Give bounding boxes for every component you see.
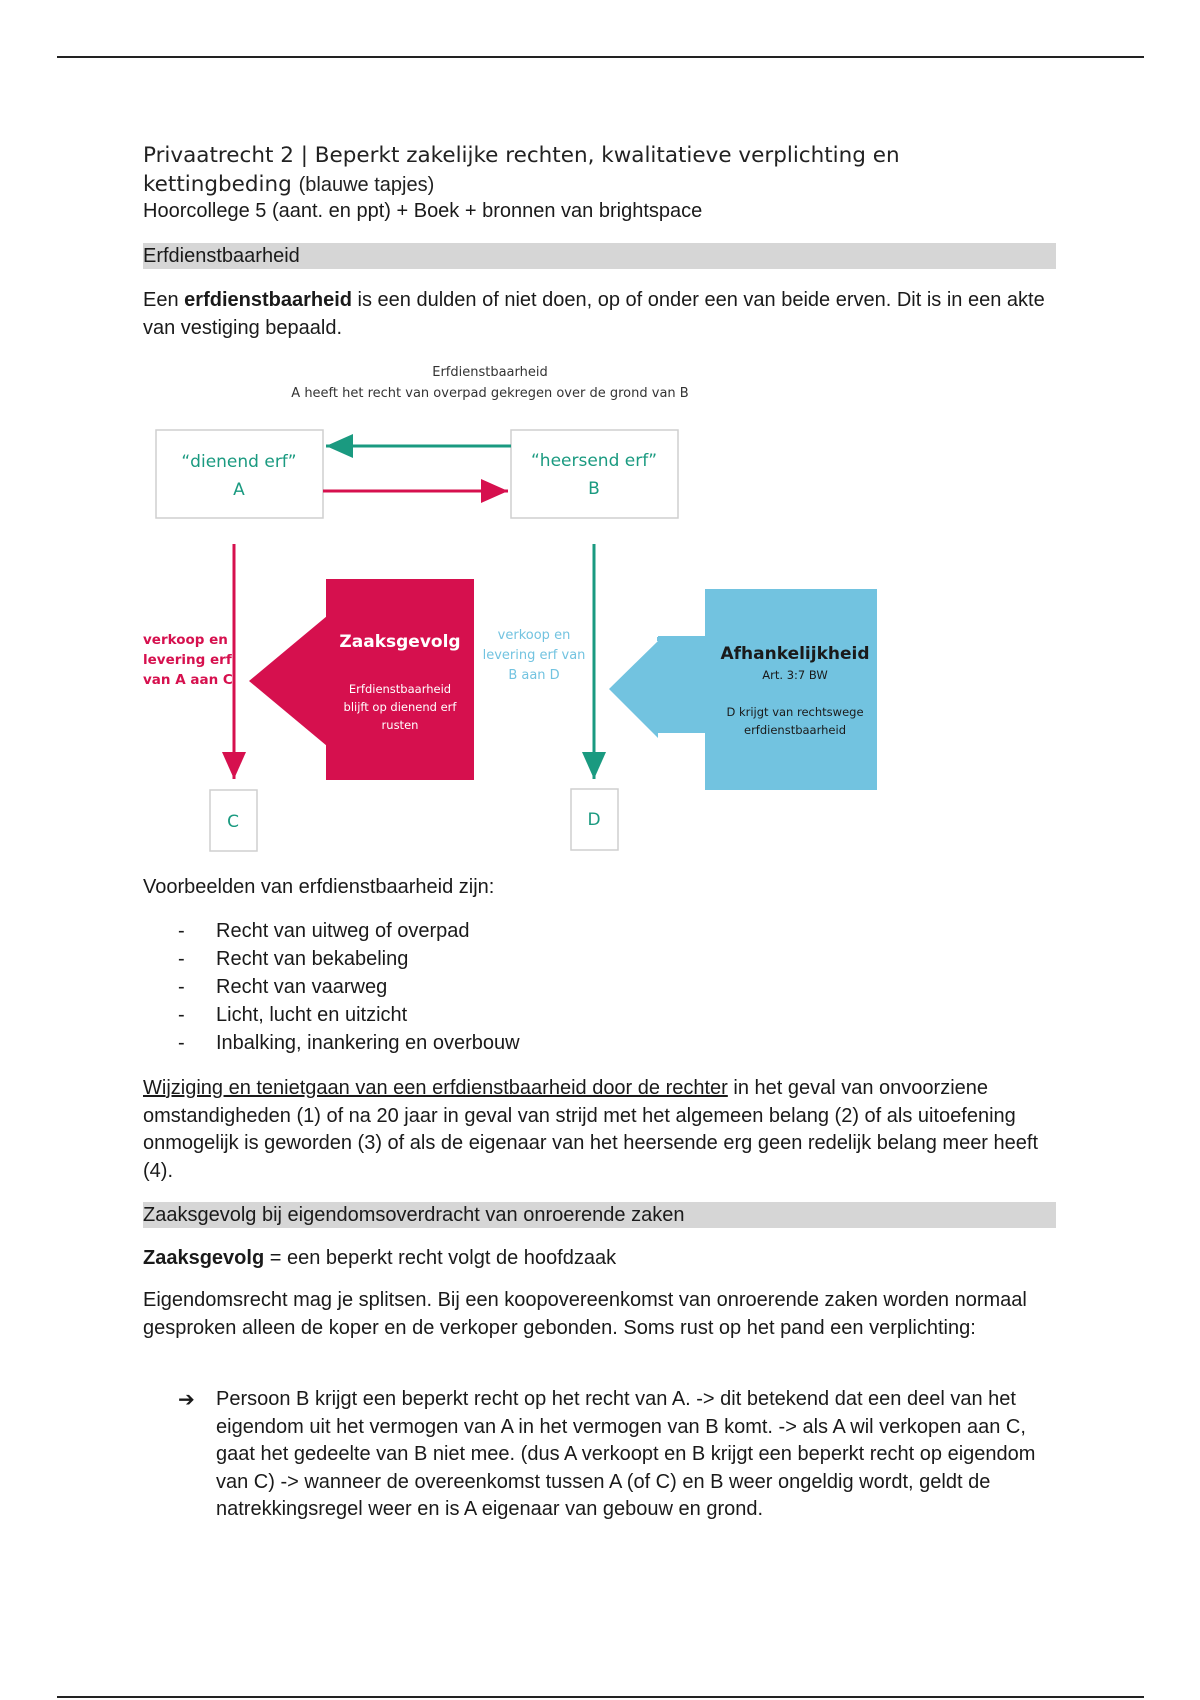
blue-arrow — [609, 636, 707, 738]
list-item-text: Inbalking, inankering en overbouw — [216, 1032, 520, 1054]
box-c-letter: C — [227, 812, 239, 832]
intro-after: is een dulden of niet doen, op of onder een van beide erven. Dit is in een akte van vestiging bepaald. — [143, 289, 1045, 339]
box-b-letter: B — [588, 479, 600, 499]
title-line-1: Privaatrecht 2 | Beperkt zakelijke rechten, kwalitatieve verplichting en — [143, 143, 900, 168]
definition-text: = een beperkt recht volgt de hoofdzaak — [264, 1247, 617, 1269]
diagram-title: Erfdienstbaarheid — [432, 365, 548, 380]
zaaksgevolg-box — [326, 579, 474, 780]
list-dash: - — [178, 1032, 185, 1054]
wijziging-paragraph — [143, 1075, 1063, 1185]
list-item-text: Recht van vaarweg — [216, 976, 388, 998]
list-item — [178, 1030, 520, 1056]
zaaksgevolg-text-1: Erfdienstbaarheid — [348, 682, 452, 696]
zaaksgevolg-text-2: blijft op dienend erf — [343, 700, 457, 714]
box-d-letter: D — [587, 810, 601, 830]
left-label-1: verkoop en — [143, 632, 228, 648]
middle-label-3: B aan D — [508, 668, 560, 683]
list-item — [178, 918, 470, 944]
top-rule — [57, 56, 1144, 58]
arrow-bullet — [178, 1386, 1063, 1524]
afhankelijkheid-ref: Art. 3:7 BW — [762, 668, 828, 682]
diagram-subtitle: A heeft het recht van overpad gekregen over de grond van B — [291, 386, 689, 401]
left-label-3: van A aan C — [143, 672, 233, 688]
wijziging-rest: in het geval van onvoorziene omstandigheden (1) of na 20 jaar in geval van strijd met het algemeen belang (2) of als uitoefening onmogelijk is geworden (3) of als de eigenaar van het heersende erg geen redelijk belang meer heeft (4). — [143, 1077, 1039, 1182]
wijziging-underlined: Wijziging en tenietgaan van een erfdienstbaarheid door de rechter — [143, 1077, 728, 1099]
left-label-2: levering erf — [143, 652, 232, 668]
intro-paragraph — [143, 287, 1063, 342]
title-line-2: kettingbeding — [143, 172, 299, 197]
zaaksgevolg-text-3: rusten — [381, 718, 419, 732]
afhankelijkheid-box — [705, 589, 877, 790]
middle-label-1: verkoop en — [497, 628, 571, 643]
zaaksgevolg-definition — [143, 1245, 1063, 1273]
arrow-bullet-icon: ➔ — [178, 1387, 195, 1411]
box-b-label: “heersend erf” — [530, 451, 658, 471]
list-item-text: Licht, lucht en uitzicht — [216, 1004, 408, 1026]
examples-intro: Voorbeelden van erfdienstbaarheid zijn: — [143, 876, 495, 898]
box-a-label: “dienend erf” — [181, 452, 297, 472]
title-suffix: (blauwe tapjes) — [298, 174, 435, 196]
box-a-letter: A — [233, 480, 245, 500]
section-heading-zaaksgevolg: Zaaksgevolg bij eigendomsoverdracht van onroerende zaken — [143, 1202, 1056, 1228]
page-subtitle: Hoorcollege 5 (aant. en ppt) + Boek + bronnen van brightspace — [143, 200, 703, 222]
bottom-rule — [57, 1696, 1144, 1698]
list-item — [178, 974, 387, 1000]
page-title — [143, 141, 1063, 200]
afhankelijkheid-text-1: D krijgt van rechtswege — [726, 705, 864, 719]
erfdienstbaarheid-diagram — [0, 355, 1200, 860]
afhankelijkheid-text-2: erfdienstbaarheid — [744, 723, 846, 737]
list-dash: - — [178, 976, 185, 998]
eigendom-paragraph: Eigendomsrecht mag je splitsen. Bij een koopovereenkomst van onroerende zaken worden normaal gesproken alleen de koper en de verkoper gebonden. Soms rust op het pand een verplichting: — [143, 1289, 1027, 1339]
list-item-text: Recht van uitweg of overpad — [216, 920, 470, 942]
box-heersend-erf — [511, 430, 678, 518]
intro-bold: erfdienstbaarheid — [184, 289, 352, 311]
list-dash: - — [178, 948, 185, 970]
zaaksgevolg-arrow — [249, 616, 327, 746]
list-item-text: Recht van bekabeling — [216, 948, 409, 970]
list-item — [178, 946, 408, 972]
list-item — [178, 1002, 407, 1028]
arrow-bullet-text: Persoon B krijgt een beperkt recht op het recht van A. -> dit betekend dat een deel van het eigendom uit het vermogen van A in het vermogen van B komt. -> als A wil verkopen aan C, gaat het gedeelte van B niet mee. (dus A verkoopt en B krijgt een beperkt recht op eigendom van C) -> wanneer de overeenkomst tussen A (of C) en B weer ongeldig wordt, geldt de natrekkingsregel weer en is A eigenaar van gebouw en grond. — [216, 1388, 1036, 1520]
box-dienend-erf — [156, 430, 323, 518]
list-dash: - — [178, 920, 185, 942]
middle-label-2: levering erf van — [482, 648, 586, 663]
zaaksgevolg-title: Zaaksgevolg — [339, 632, 461, 652]
afhankelijkheid-title: Afhankelijkheid — [720, 644, 870, 664]
definition-term: Zaaksgevolg — [143, 1247, 265, 1269]
intro-before: Een — [143, 289, 185, 311]
section-heading-erfdienstbaarheid: Erfdienstbaarheid — [143, 243, 1056, 269]
list-dash: - — [178, 1004, 185, 1026]
